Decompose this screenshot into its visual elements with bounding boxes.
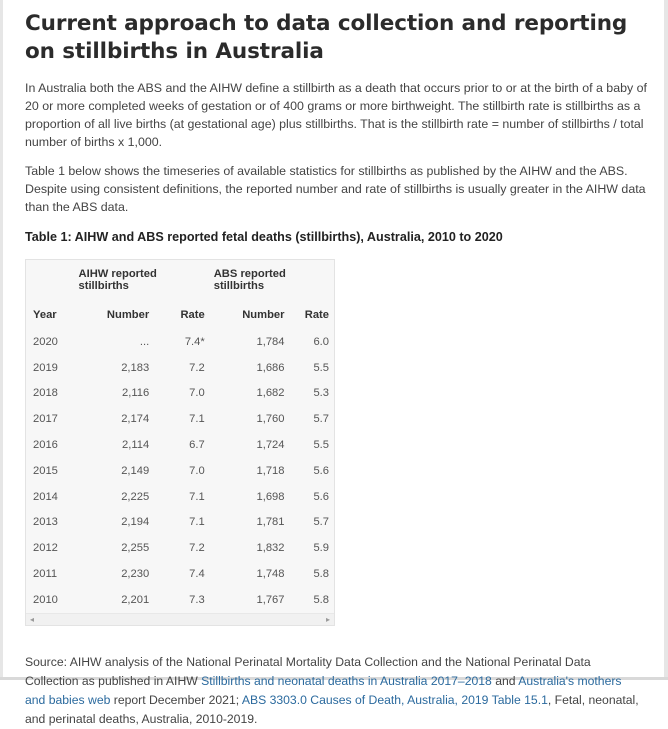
col-header-abs-number: Number: [242, 308, 285, 321]
cell-aihw-rate: 7.1: [189, 516, 205, 529]
table-row: [26, 458, 334, 484]
cell-abs-rate: 5.8: [313, 568, 329, 581]
cell-aihw-rate: 7.1: [189, 490, 205, 503]
cell-abs-rate: 5.5: [313, 439, 329, 452]
source-suffix: , Fetal, neonatal, and perinatal deaths, Australia, 2010-2019.: [25, 692, 639, 726]
cell-year: 2018: [33, 387, 58, 400]
cell-abs-rate: 5.8: [313, 593, 329, 606]
cell-aihw-number: 2,225: [121, 490, 150, 503]
cell-aihw-number: ...: [139, 335, 150, 348]
table-row: [26, 510, 334, 536]
cell-year: 2014: [33, 490, 58, 503]
cell-abs-number: 1,781: [256, 516, 285, 529]
cell-aihw-rate: 7.0: [189, 387, 205, 400]
cell-year: 2011: [33, 568, 58, 581]
cell-abs-rate: 5.6: [313, 490, 329, 503]
cell-abs-number: 1,686: [256, 361, 285, 374]
cell-aihw-number: 2,255: [121, 542, 150, 555]
cell-aihw-rate: 7.0: [189, 464, 205, 477]
table-row: [26, 406, 334, 432]
cell-abs-number: 1,760: [256, 413, 285, 426]
cell-abs-number: 1,698: [256, 490, 285, 503]
cell-year: 2017: [33, 413, 58, 426]
cell-year: 2013: [33, 516, 58, 529]
link-abs-causes-of-death[interactable]: ABS 3303.0 Causes of Death, Australia, 2019 Table 15.1: [241, 692, 548, 707]
col-header-abs-rate: Rate: [304, 308, 329, 321]
cell-abs-number: 1,832: [256, 542, 285, 555]
cell-year: 2019: [33, 361, 58, 374]
table-horizontal-scrollbar[interactable]: [26, 613, 334, 625]
cell-aihw-number: 2,116: [122, 387, 150, 400]
cell-year: 2016: [33, 439, 58, 452]
cell-abs-number: 1,767: [256, 593, 285, 606]
table-row: [26, 432, 334, 458]
source-prefix: Source: AIHW analysis of the National Perinatal Mortality Data Collection and the National Perinatal Data Collection as published in AIHW: [25, 654, 591, 688]
scroll-right-arrow-icon[interactable]: ▸: [325, 614, 330, 624]
stillbirth-table: [26, 260, 334, 613]
window-frame-right: [664, 0, 668, 680]
cell-aihw-number: 2,174: [121, 413, 150, 426]
cell-abs-number: 1,748: [256, 568, 285, 581]
cell-aihw-rate: 7.2: [189, 542, 205, 555]
table-row: [26, 484, 334, 510]
table-row: [26, 561, 334, 587]
cell-aihw-number: 2,201: [121, 593, 150, 606]
scroll-left-arrow-icon[interactable]: ◂: [30, 614, 35, 624]
cell-abs-rate: 5.5: [313, 361, 329, 374]
cell-abs-number: 1,784: [256, 335, 285, 348]
cell-abs-rate: 6.0: [313, 335, 329, 348]
table-caption: Table 1: AIHW and ABS reported fetal deaths (stillbirths), Australia, 2010 to 2020: [25, 230, 503, 244]
group-header-spacer: [26, 260, 79, 300]
source-note: [25, 653, 643, 729]
col-header-year: Year: [33, 308, 57, 321]
cell-aihw-number: 2,230: [121, 568, 150, 581]
group-header-abs: ABS reported stillbirths: [213, 268, 286, 292]
cell-aihw-number: 2,183: [121, 361, 150, 374]
col-header-aihw-rate: Rate: [180, 308, 205, 321]
cell-aihw-rate: 7.2: [189, 361, 205, 374]
page-title: Current approach to data collection and reporting on stillbirths in Australia: [25, 11, 628, 64]
table-row: [26, 329, 334, 355]
link-stillbirths-neonatal-deaths[interactable]: Stillbirths and neonatal deaths in Australia 2017–2018: [201, 673, 492, 688]
source-mid1: and: [491, 673, 519, 688]
cell-year: 2015: [33, 464, 58, 477]
table-row: [26, 587, 334, 613]
col-header-aihw-number: Number: [106, 308, 150, 321]
table-row: [26, 381, 334, 407]
cell-year: 2012: [33, 542, 58, 555]
cell-year: 2010: [33, 593, 58, 606]
table-intro-paragraph: Table 1 below shows the timeseries of available statistics for stillbirths as published by the AIHW and the ABS. Despite using consistent definitions, the reported number and rate of stillbirths is usually greater in the AIHW data than the ABS data.: [25, 164, 646, 214]
cell-abs-rate: 5.3: [313, 387, 329, 400]
cell-abs-number: 1,682: [256, 387, 285, 400]
link-mothers-and-babies[interactable]: Australia's mothers and babies web: [25, 673, 622, 707]
cell-abs-number: 1,724: [256, 439, 285, 452]
window-frame-left: [0, 0, 3, 680]
cell-aihw-number: 2,194: [121, 516, 150, 529]
cell-abs-rate: 5.7: [313, 516, 329, 529]
article: [25, 10, 647, 729]
cell-aihw-rate: 7.1: [189, 413, 205, 426]
definition-paragraph: In Australia both the ABS and the AIHW define a stillbirth as a death that occurs prior to or at the birth of a baby of 20 or more completed weeks of gestation or of 400 grams or more birthweight. The stillbirth rate is stillbirths as a proportion of all live births (at gestational age) plus stillbirths. That is the stillbirth rate = number of stillbirths / total number of births x 1,000.: [25, 81, 647, 149]
cell-aihw-number: 2,149: [121, 464, 150, 477]
table-row: [26, 535, 334, 561]
cell-abs-rate: 5.6: [313, 464, 329, 477]
cell-aihw-rate: 7.3: [189, 593, 205, 606]
group-header-aihw: AIHW reported stillbirths: [78, 268, 157, 292]
cell-aihw-number: 2,114: [122, 439, 150, 452]
cell-aihw-rate: 7.4: [189, 568, 205, 581]
cell-year: 2020: [33, 335, 58, 348]
table-row: [26, 355, 334, 381]
cell-abs-number: 1,718: [256, 464, 285, 477]
cell-abs-rate: 5.7: [313, 413, 329, 426]
cell-aihw-rate: 7.4*: [184, 335, 205, 348]
cell-aihw-rate: 6.7: [189, 439, 205, 452]
cell-abs-rate: 5.9: [313, 542, 329, 555]
table-column-header-row: [26, 300, 334, 329]
source-mid2: report December 2021;: [110, 692, 242, 707]
stillbirth-table-container[interactable]: [25, 259, 335, 626]
table-group-header-row: [26, 260, 334, 300]
